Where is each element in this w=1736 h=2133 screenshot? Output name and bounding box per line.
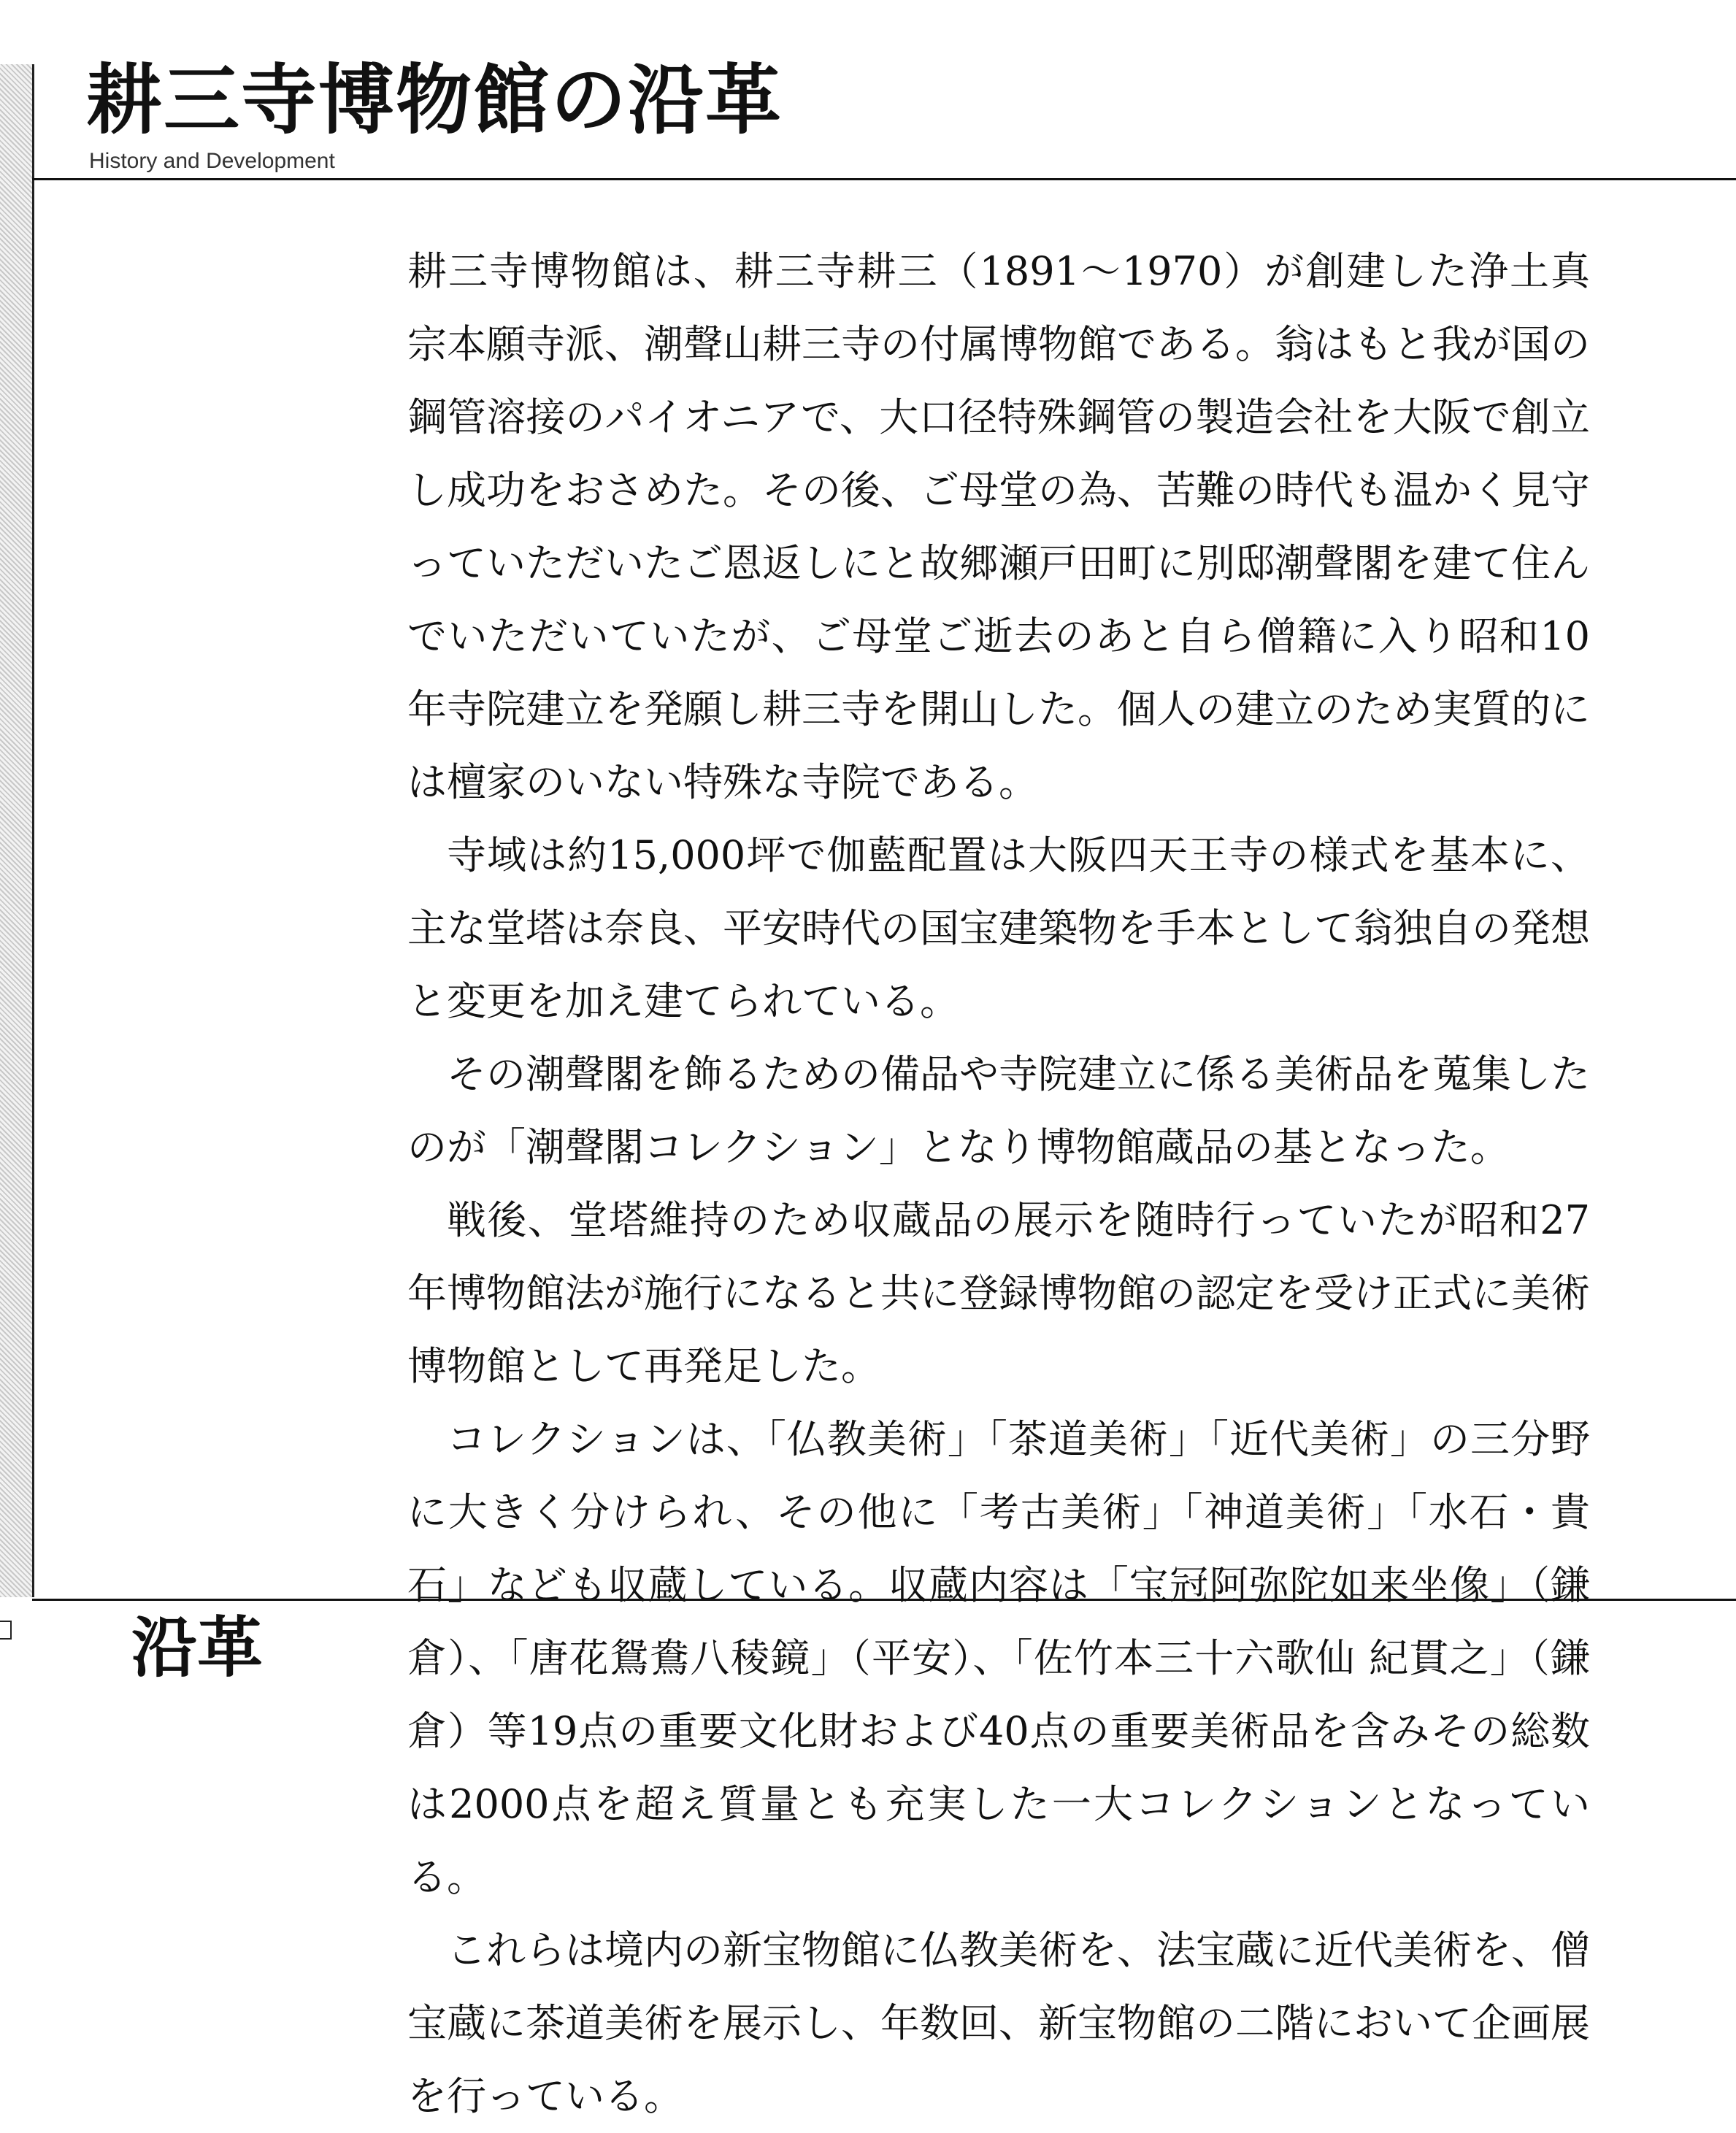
title-divider (32, 178, 1736, 180)
paragraph-founding: 耕三寺博物館は、耕三寺耕三（1891～1970）が創建した浄土真宗本願寺派、潮聲山耕三寺の付属博物館である。翁はもと我が国の鋼管溶接のパイオニアで、大口径特殊鋼管の製造会社を大阪で創立し成功をおさめた。その後、ご母堂の為、苦難の時代も温かく見守っていただいたご恩返しにと故郷瀬戸田町に別邸潮聲閣を建て住んでいただいていたが、ご母堂ご逝去のあと自ら僧籍に入り昭和10年寺院建立を発願し耕三寺を開山した。個人の建立のため実質的には檀家のいない特殊な寺院である。 (407, 248, 1590, 805)
next-section-title-fragment (131, 1609, 299, 1686)
paragraph-collection: コレクションは、「仏教美術」「茶道美術」「近代美術」の三分野に大きく分けられ、その他に「考古美術」「神道美術」「水石・貴石」なども収蔵している。収蔵内容は「宝冠阿弥陀如来坐像」（鎌倉）、「唐花鴛鴦八稜鏡」（平安）、「佐竹本三十六歌仙 紀貫之」（鎌倉）等19点の重要文化財および40点の重要美術品を含みその総数は2000点を超え質量とも充実した一大コレクションとなっている。 (407, 1416, 1590, 1900)
paragraph-postwar: 戦後、堂塔維持のため収蔵品の展示を随時行っていたが昭和27年博物館法が施行になると共に登録博物館の認定を受け正式に美術博物館として再発足した。 (407, 1197, 1590, 1389)
footer-divider (32, 1599, 1736, 1601)
paragraph-precincts: 寺域は約15,000坪で伽藍配置は大阪四天王寺の様式を基本に、主な堂塔は奈良、平安時代の国宝建築物を手本として翁独自の発想と変更を加え建てられている。 (407, 832, 1590, 1024)
history-text (407, 235, 1590, 2133)
page-title: 耕三寺博物館の沿革 (86, 55, 783, 145)
left-edge-mark (0, 1621, 12, 1640)
left-margin-edge (0, 64, 34, 1597)
page-subtitle: History and Development (89, 149, 335, 173)
next-section-title-text: 沿革 (131, 1609, 263, 1686)
paragraph-choseikaku-collection: その潮聲閣を飾るための備品や寺院建立に係る美術品を蒐集したのが「潮聲閣コレクション」となり博物館蔵品の基となった。 (407, 1051, 1590, 1170)
paragraph-exhibitions: これらは境内の新宝物館に仏教美術を、法宝蔵に近代美術を、僧宝蔵に茶道美術を展示し、年数回、新宝物館の二階において企画展を行っている。 (407, 1927, 1590, 2119)
